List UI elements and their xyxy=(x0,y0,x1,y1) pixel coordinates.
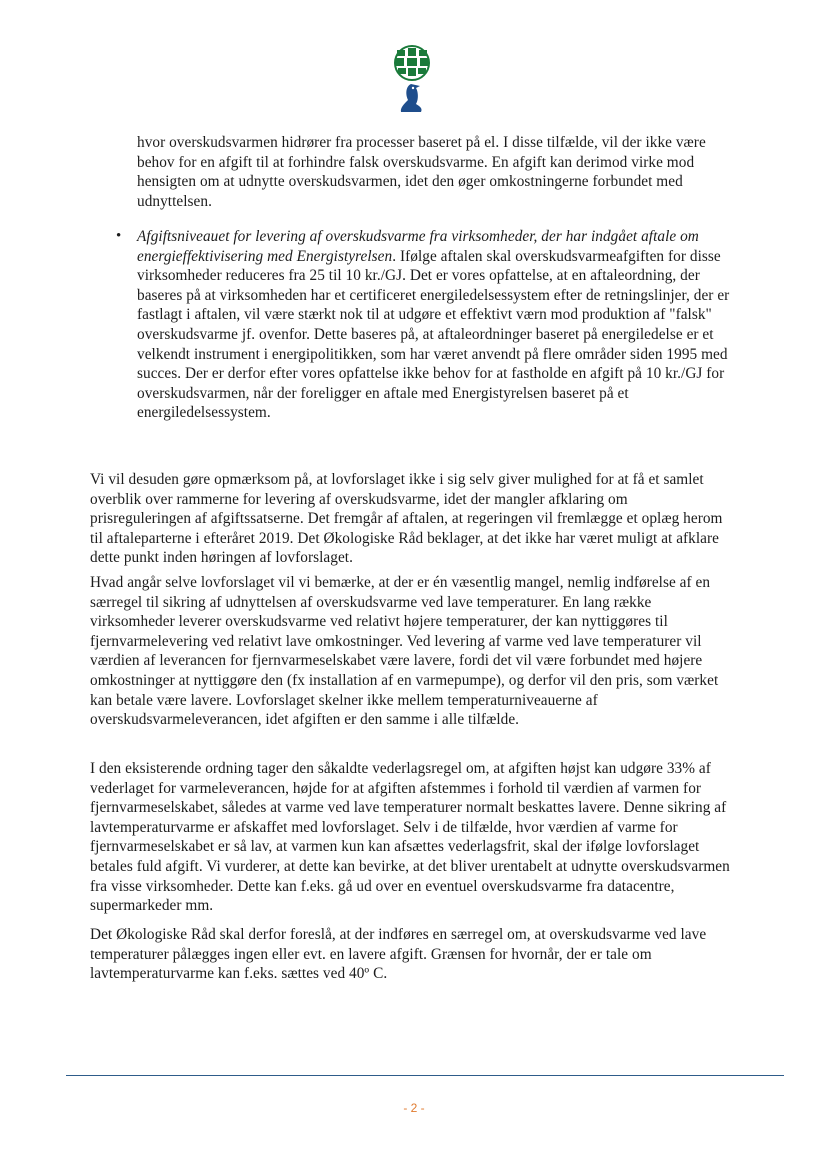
bullet-body: . Ifølge aftalen skal overskudsvarmeafgiften for disse virksomheder reduceres fra 25 til 10 kr./GJ. Det er vores opfattelse, at en aftaleordning, der baseres på at virksomheden har et certificeret energiledelsessystem efter de retningslinjer, der er fastlagt i aftalen, vil være stærkt nok til at udgøre et effektivt værn mod produktion af "falsk" overskudsvarme jf. ovenfor. Dette baseres på, at aftaleordninger baseret på energiledelse er et velkendt instrument i energipolitikken, som har været anvendt på flere områder siden 1995 med succes. Der er derfor efter vores opfattelse ikke behov for at fastholde en afgift på 10 kr./GJ for overskudsvarmen, når der foreligger en aftale med Energistyrelsen baseret på et energiledelsessystem. xyxy=(137,247,730,422)
paragraph-text: I den eksisterende ordning tager den såkaldte vederlagsregel om, at afgiften højst kan udgøre 33% af vederlaget for varmeleverancen, højde for at afgiften afstemmes i forhold til værdien af varmen for fjernvarmeselskabet, således at varme ved lave temperaturer normalt beskattes lavere. Denne sikring af lavtemperaturvarme er afskaffet med lovforslaget. Selv i de tilfælde, hvor værdien af varme for fjernvarmeselskabet er så lav, at varmen kun kan afsættes vederlagsfrit, skal der ifølge lovforslaget betales fuld afgift. Vi vurderer, at dette kan bevirke, at det bliver urentabelt at udnytte overskudsvarmen fra visse virksomheder. Dette kan f.eks. gå ud over en eventuel overskudsvarme fra datacentre, supermarkeder mm. xyxy=(90,760,730,915)
page-number: - 2 - xyxy=(403,1101,425,1115)
bullet-icon: • xyxy=(116,228,122,244)
bullet-item xyxy=(116,227,732,423)
footer-rule xyxy=(66,1075,784,1076)
bullet-continuation-text xyxy=(137,133,732,211)
paragraph-text: Det Økologiske Råd skal derfor foreslå, at der indføres en særregel om, at overskudsvarme ved lave temperaturer pålægges ingen eller evt. en lavere afgift. Grænsen for hvornår, der er tale om lavtemperaturvarme kan f.eks. sættes ved 40º C. xyxy=(90,926,707,983)
paragraph-overview xyxy=(90,470,732,568)
paragraph-proposal xyxy=(90,925,732,984)
bullet-italic-lead: Afgiftsniveauet for levering af overskudsvarme fra virksomheder, der har indgået aftale om energieffektivisering med Energistyrelsen xyxy=(137,228,699,265)
paragraph-text: Vi vil desuden gøre opmærksom på, at lovforslaget ikke i sig selv giver mulighed for at få et samlet overblik over rammerne for levering af overskudsvarme, idet der mangler afklaring om prisreguleringen af afgiftssatserne. Det fremgår af aftalen, at regeringen vil fremlægge et oplæg herom til aftaleparterne i efteråret 2019. Det Økologiske Råd beklager, at det ikke har været muligt at afklare dette punkt inden høringen af lovforslaget. xyxy=(90,471,723,567)
globe-and-bird-logo-icon xyxy=(389,44,435,118)
bullet-continuation-paragraph: hvor overskudsvarmen hidrører fra processer baseret på el. I disse tilfælde, vil der ikke være behov for en afgift til at forhindre falsk overskudsvarme. En afgift kan derimod virke mod hensigten om at udnytte overskudsvarmen, idet den øger omkostningerne forbundet med udnyttelsen. xyxy=(137,134,706,210)
paragraph-existing-scheme xyxy=(90,759,732,916)
bullet-item-paragraph xyxy=(137,227,732,423)
paragraph-low-temperature xyxy=(90,573,732,730)
paragraph-text: Hvad angår selve lovforslaget vil vi bemærke, at der er én væsentlig mangel, nemlig indførelse af en særregel til sikring af udnyttelsen af overskudsvarme ved lave temperaturer. En lang række virksomheder leverer overskudsvarme ved relativt højere temperaturer, der kan nyttiggøres til fjernvarmelevering ved relativt lave omkostninger. Ved levering af varme ved lave temperaturer vil værdien af leverancen for fjernvarmeselskabet være lavere, fordi det vil være forbundet med højere omkostninger at nyttiggøre den (fx installation af en varmepumpe), og derfor vil den pris, som værket kan betale være lavere. Lovforslaget skelner ikke mellem temperaturniveauerne af overskudsvarmeleverancen, idet afgiften er den samme i alle tilfælde. xyxy=(90,574,719,729)
